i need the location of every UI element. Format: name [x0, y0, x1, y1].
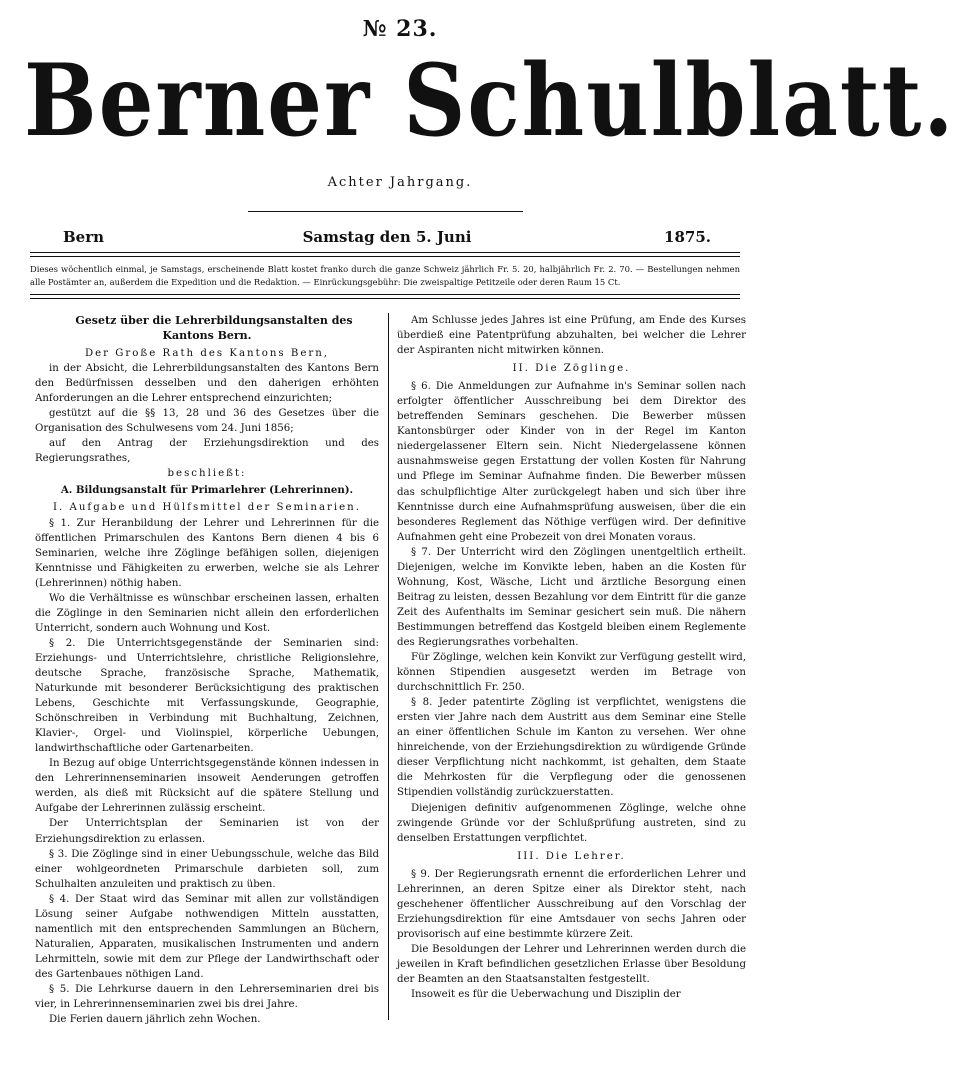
- issue-number: № 23.: [362, 16, 438, 42]
- section-iii-heading: III. Die Lehrer.: [517, 850, 626, 862]
- rule-notice-2: [30, 298, 740, 299]
- paragraph-5c: Am Schlusse jedes Jahres ist eine Prüfung, am Ende des Kurses überdieß eine Patentprüfung abzuhalten, bei welcher die Lehrer der Aspiranten nicht mitwirken können.: [397, 315, 746, 357]
- rule-top-2: [30, 256, 740, 257]
- paragraph-7: § 7. Der Unterricht wird den Zöglingen unentgeltlich ertheilt. Diejenigen, welche im Konvikte leben, haben an die Kosten für Wohnung, Kost, Wäsche, Licht und ärztliche Besorgung einen Beitrag zu leisten, dessen Bezahlung vor dem Eintritt für die ganze Zeit des Aufenthalts im Seminar gesichert sein muß. Die nähern Bestimmungen betreffend das Kostgeld bleiben einem Reglemente des Regierungsrathes vorbehalten.: [397, 546, 746, 648]
- paragraph-8: § 8. Jeder patentirte Zögling ist verpflichtet, wenigstens die ersten vier Jahre nach dem Austritt aus dem Seminar eine Stelle an einer öffentlichen Schule im Kanton zu versehen. Wer ohne hinreichende, von der Erziehungsdirektion zu würdigende Gründe dieser Verpflichtung nicht nachkommt, ist gehalten, dem Staate die Mehrkosten für die Verpflegung oder die genossenen Stipendien vollständig zurückzuerstatten.: [397, 697, 746, 799]
- paragraph-2: § 2. Die Unterrichtsgegenstände der Seminarien sind: Erziehungs- und Unterrichtslehre, christliche Religionslehre, deutsche Sprache, französische Sprache, Mathematik, Naturkunde mit besonderer Berücksichtigung des praktischen Lebens, Geschichte mit Verfassungskunde, Geographie, Schönschreiben in Verbindung mit Buchhaltung, Zeichnen, Klavier-, Orgel- und Violinspiel, körperliche Uebungen, landwirthschaftliche oder Gartenarbeiten.: [35, 637, 379, 755]
- resolves-heading: beschließt:: [167, 468, 247, 480]
- dateline: [63, 228, 711, 248]
- paragraph-1: § 1. Zur Heranbildung der Lehrer und Lehrerinnen für die öffentlichen Primarschulen des Kantons Bern dienen 4 bis 6 Seminarien, welche ihre Zöglinge befähigen sollen, diejenigen Kenntnisse und Fähigkeiten zu erwerben, welche sie als Lehrer (Lehrerinnen) nöthig haben.: [35, 517, 379, 589]
- section-ii-heading: II. Die Zöglinge.: [512, 363, 631, 375]
- paragraph-2c: Der Unterrichtsplan der Seminarien ist von der Erziehungsdirektion zu erlassen.: [35, 818, 379, 845]
- paragraph-9b: Die Besoldungen der Lehrer und Lehrerinnen werden durch die jeweilen in Kraft befindlichen gesetzlichen Erlasse über Besoldung der Beamten an den Staatsanstalten festgestellt.: [397, 943, 746, 986]
- left-column: [35, 313, 379, 1027]
- section-a-heading: A. Bildungsanstalt für Primarlehrer (Lehrerinnen).: [60, 484, 354, 497]
- law-title: Gesetz über die Lehrerbildungsanstalten des Kantons Bern.: [75, 314, 353, 342]
- column-divider: [388, 313, 389, 1020]
- paragraph-5b: Die Ferien dauern jährlich zehn Wochen.: [49, 1014, 261, 1026]
- preamble-motion: auf den Antrag der Erziehungsdirektion und des Regierungsrathes,: [35, 438, 379, 465]
- paragraph-3: § 3. Die Zöglinge sind in einer Uebungsschule, welche das Bild einer wohlgeordneten Primarschule darbieten soll, zum Schulhalten anzuleiten und praktisch zu üben.: [35, 848, 379, 890]
- paragraph-7b: Für Zöglinge, welchen kein Konvikt zur Verfügung gestellt wird, können Stipendien ausgesetzt werden im Betrage von durchschnittlich Fr. 250.: [397, 652, 746, 694]
- paragraph-9: § 9. Der Regierungsrath ernennt die erforderlichen Lehrer und Lehrerinnen, an deren Spitze einer als Direktor steht, nach geschehener öffentlicher Ausschreibung auf den Vorschlag der Erziehungsdirektion für eine Amtsdauer von sechs Jahren oder provisorisch auf eine bestimmte kürzere Zeit.: [397, 868, 746, 940]
- paragraph-8b: Diejenigen definitiv aufgenommenen Zöglinge, welche ohne zwingende Gründe vor der Schlußprüfung austreten, sind zu denselben Erstattungen verpflichtet.: [397, 802, 746, 844]
- dateline-date: Samstag den 5. Juni: [302, 228, 472, 246]
- paragraph-6: § 6. Die Anmeldungen zur Aufnahme in's Seminar sollen nach erfolgter öffentlicher Ausschreibung bei dem Direktor des betreffenden Seminars geschehen. Die Bewerber müssen Kantonsbürger oder Kinder von in der Regel im Kanton niedergelassener Eltern sein. Nicht Niedergelassene können ausnahmsweise gegen Erstattung der vollen Kosten für Nahrung und Pflege im Seminar Aufnahme finden. Die Bewerber müssen das schulpflichtige Alter zurückgelegt haben und sich über ihre Kenntnisse durch eine Aufnahmsprüfung ausweisen, über die ein besonderes Reglement das Nöthige verfügen wird. Der definitive Aufnahmen geht eine Probezeit von drei Monaten voraus.: [397, 381, 746, 543]
- paragraph-5: § 5. Die Lehrkurse dauern in den Lehrerseminarien drei bis vier, in Lehrerinnenseminarien zwei bis drei Jahre.: [35, 983, 379, 1011]
- paragraph-1b: Wo die Verhältnisse es wünschbar erscheinen lassen, erhalten die Zöglinge in den Seminarien nicht allein den erforderlichen Unterricht, sondern auch Wohnung und Kost.: [35, 592, 379, 634]
- preamble-council: Der Große Rath des Kantons Bern,: [84, 348, 330, 359]
- preamble-intent: in der Absicht, die Lehrerbildungsanstalten des Kantons Bern den Bedürfnissen desselben und den daherigen erhöhten Anforderungen an die Lehrer entsprechend einzurichten;: [35, 363, 379, 405]
- dateline-place: Bern: [63, 228, 105, 246]
- volume-subtitle: Achter Jahrgang.: [327, 175, 473, 190]
- masthead-title: Berner Schulblatt.: [24, 42, 955, 159]
- paragraph-9c: Insoweit es für die Ueberwachung und Disziplin der: [411, 989, 681, 1001]
- subscription-notice: Dieses wöchentlich einmal, je Samstags, erscheinende Blatt kostet franko durch die ganze Schweiz jährlich Fr. 5. 20, halbjährlich Fr. 2. 70. — Bestellungen nehmen alle Postämter an, außerdem die Expedition und die Redaktion. — Einrückungsgebühr: Die zweispaltige Petitzeile oder deren Raum 15 Ct.: [30, 264, 740, 287]
- rule-notice-1: [30, 294, 740, 295]
- masthead-divider: [248, 211, 523, 212]
- section-i-heading: I. Aufgabe und Hülfsmittel der Seminarien.: [53, 502, 361, 514]
- paragraph-2b: In Bezug auf obige Unterrichtsgegenstände können indessen in den Lehrerinnenseminarien insoweit Aenderungen getroffen werden, als dieß mit Rücksicht auf die spätere Stellung und Aufgabe der Lehrerinnen zulässig erscheint.: [35, 758, 379, 815]
- preamble-basis: gestützt auf die §§ 13, 28 und 36 des Gesetzes über die Organisation des Schulwesens vom 24. Juni 1856;: [35, 408, 379, 435]
- paragraph-4: § 4. Der Staat wird das Seminar mit allen zur vollständigen Lösung seiner Aufgabe nothwendigen Mitteln ausstatten, namentlich mit den entsprechenden Sammlungen an Büchern, Naturalien, Apparaten, musikalischen Instrumenten und andern Lehrmitteln, sowie mit dem zur Pflege der Landwirthschaft oder des Gartenbaues nöthigen Land.: [35, 893, 379, 980]
- rule-top-1: [30, 252, 740, 253]
- dateline-year: 1875.: [664, 228, 711, 246]
- right-column: [397, 313, 746, 1002]
